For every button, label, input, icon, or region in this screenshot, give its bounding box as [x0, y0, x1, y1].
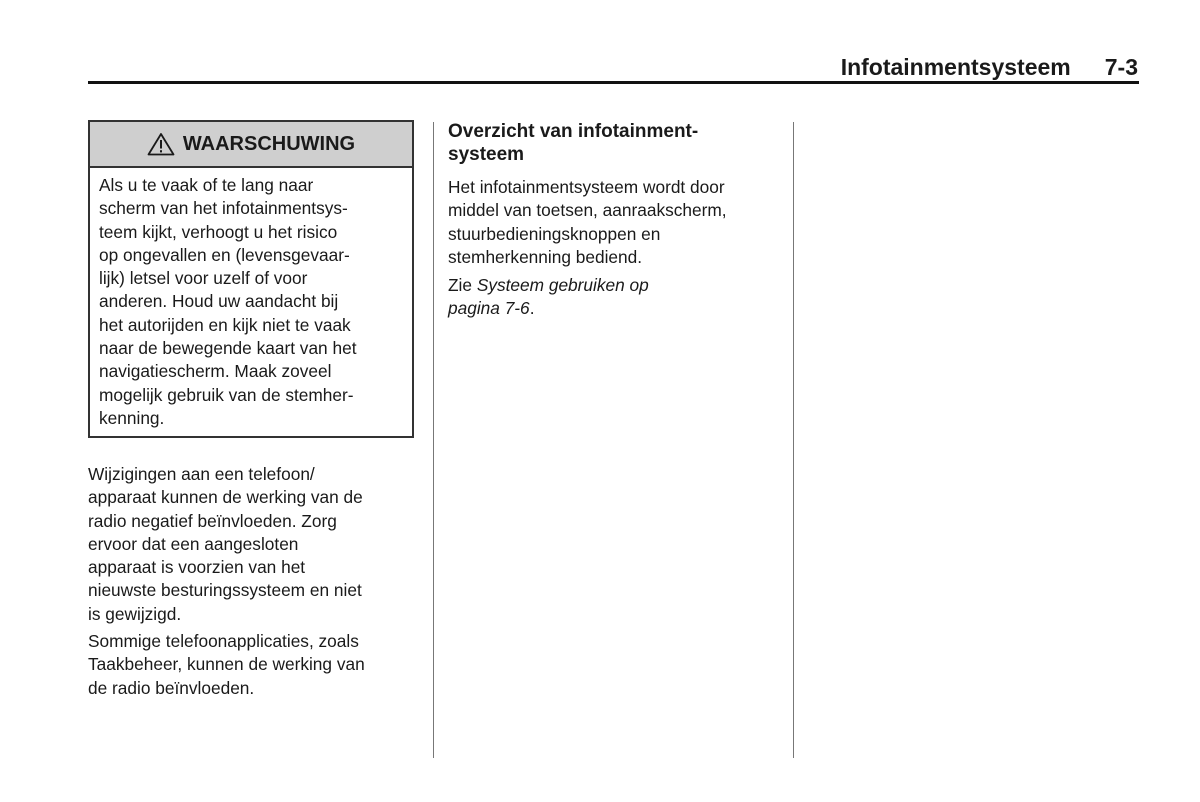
warning-line: navigatiescherm. Maak zoveel — [99, 361, 332, 382]
warning-triangle-icon — [147, 132, 175, 156]
text-line: nieuwste besturingssysteem en niet — [88, 580, 362, 601]
text-line: ervoor dat een aangesloten — [88, 533, 299, 554]
warning-line: teem kijkt, verhoogt u het risico — [99, 221, 338, 242]
text-line: Sommige telefoonapplicaties, zoals — [88, 631, 359, 651]
text-line — [448, 297, 649, 320]
column-divider-right — [793, 122, 794, 758]
warning-title: WAARSCHUWING — [182, 132, 356, 155]
warning-box — [88, 120, 414, 438]
text-line: Wijzigingen aan een telefoon/ — [88, 464, 315, 484]
text-line — [448, 274, 649, 297]
text-line: de radio beïnvloeden. — [88, 677, 255, 698]
section-title: Infotainmentsysteem — [840, 54, 1071, 80]
text-line: apparaat is voorzien van het — [88, 557, 306, 578]
text-line: middel van toetsen, aanraakscherm, — [448, 200, 727, 221]
warning-line: kenning. — [99, 407, 165, 428]
warning-line: op ongevallen en (levensgevaar- — [99, 244, 350, 265]
header-rule — [88, 81, 1139, 84]
warning-line: het autorijden en kijk niet te vaak — [99, 314, 351, 335]
text-line: is gewijzigd. — [88, 603, 182, 624]
text-line: stuurbedieningsknoppen en — [448, 223, 661, 244]
page-header — [841, 54, 1138, 81]
page-reference-link[interactable]: pagina 7-6 — [448, 298, 530, 319]
reference-prefix: Zie — [448, 275, 477, 295]
page-number: 7-3 — [1104, 54, 1138, 80]
warning-text — [90, 168, 412, 430]
cross-reference-paragraph — [448, 274, 649, 321]
heading-line: Overzicht van infotainment- — [448, 121, 699, 142]
page-reference-link[interactable]: Systeem gebruiken op — [476, 275, 649, 295]
text-line: apparaat kunnen de werking van de — [88, 487, 363, 508]
column-divider-left — [433, 122, 434, 758]
overview-paragraph — [448, 176, 727, 269]
section-heading — [448, 120, 698, 166]
warning-header — [90, 122, 412, 168]
heading-line: systeem — [448, 144, 525, 165]
text-line: Taakbeheer, kunnen de werking van — [88, 654, 365, 675]
warning-line: naar de bewegende kaart van het — [99, 338, 357, 359]
warning-line: scherm van het infotainmentsys- — [99, 198, 348, 219]
warning-line: anderen. Houd uw aandacht bij — [99, 291, 339, 312]
warning-line: lijk) letsel voor uzelf of voor — [99, 268, 308, 289]
text-line: radio negatief beïnvloeden. Zorg — [88, 510, 337, 531]
text-line: Het infotainmentsysteem wordt door — [448, 177, 725, 197]
phone-apps-paragraph — [88, 630, 365, 700]
text-line: stemherkenning bediend. — [448, 246, 643, 267]
warning-line: Als u te vaak of te lang naar — [99, 175, 314, 195]
phone-modification-paragraph — [88, 463, 363, 626]
reference-suffix: . — [529, 298, 535, 319]
warning-line: mogelijk gebruik van de stemher- — [99, 384, 354, 405]
